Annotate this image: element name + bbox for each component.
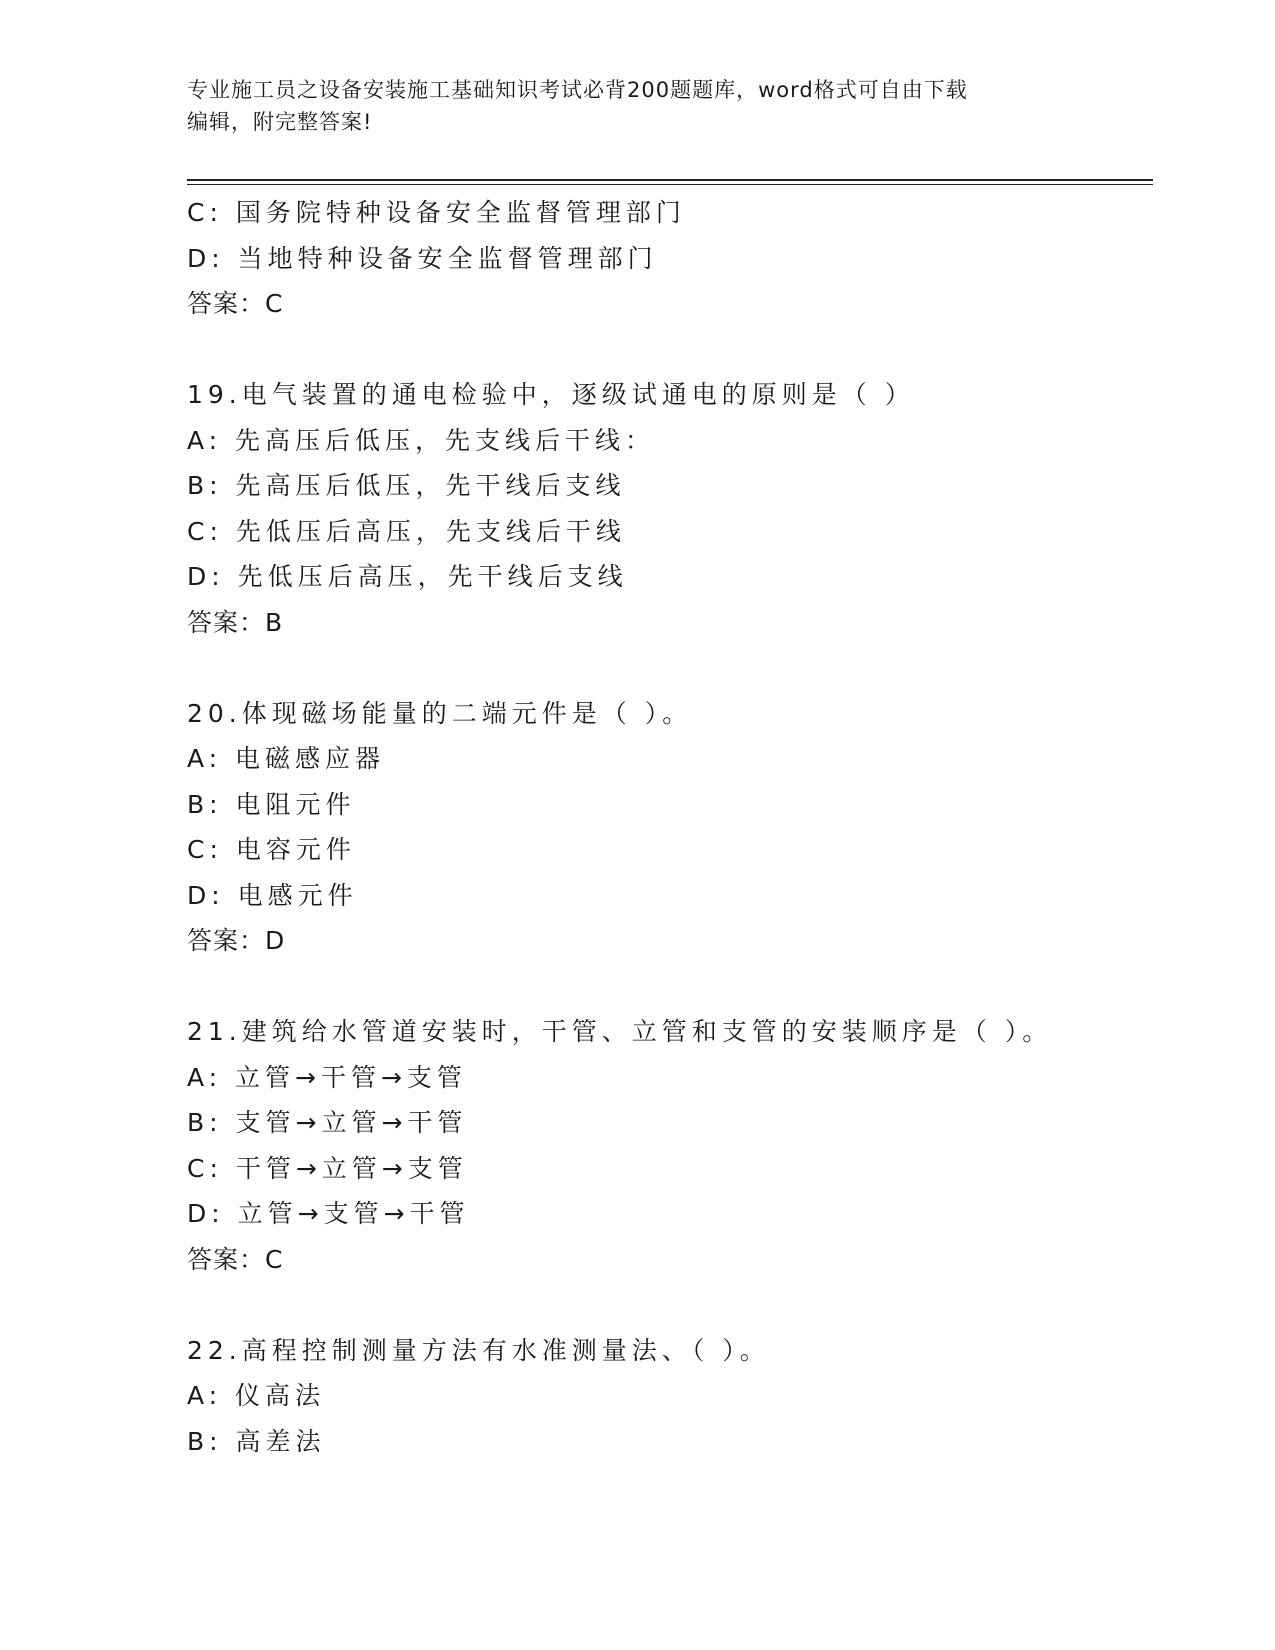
answer-line: 答案：B xyxy=(187,607,284,637)
option-b: B: 先高压后低压，先干线后支线 xyxy=(187,471,626,500)
answer-line: 答案：C xyxy=(187,289,284,318)
question-block-21 xyxy=(187,1009,1137,1282)
header-title-line-1: 专业施工员之设备安装施工基础知识考试必背200题题库，word格式可自由下载 xyxy=(187,78,968,102)
option-b: B: 电阻元件 xyxy=(187,789,356,819)
option-c: C: 电容元件 xyxy=(187,835,356,864)
spacer xyxy=(187,645,1137,691)
spacer xyxy=(187,964,1137,1010)
document-header xyxy=(187,74,1087,138)
question-stem: 19.电气装置的通电检验中，逐级试通电的原则是（ ） xyxy=(187,380,915,409)
option-b: B: 支管→立管→干管 xyxy=(187,1108,468,1137)
header-divider-thin xyxy=(187,184,1153,185)
option-d: D: 当地特种设备安全监督管理部门 xyxy=(187,243,658,273)
spacer xyxy=(187,1282,1137,1328)
option-c: C: 国务院特种设备安全监督管理部门 xyxy=(187,198,686,227)
question-block-22 xyxy=(187,1328,1137,1465)
option-c: C: 先低压后高压，先支线后干线 xyxy=(187,516,626,546)
option-a: A: 电磁感应器 xyxy=(187,744,386,773)
option-a: A: 先高压后低压，先支线后干线： xyxy=(187,425,656,455)
option-a: A: 立管→干管→支管 xyxy=(187,1062,467,1092)
question-list xyxy=(187,190,1137,1464)
option-d: D: 先低压后高压，先干线后支线 xyxy=(187,562,628,591)
question-stem: 21.建筑给水管道安装时，干管、立管和支管的安装顺序是（ ）。 xyxy=(187,1017,1053,1046)
question-stem: 20.体现磁场能量的二端元件是（ ）。 xyxy=(187,698,693,728)
option-a: A: 仪高法 xyxy=(187,1381,326,1410)
answer-line: 答案：D xyxy=(187,926,286,955)
header-title-line-2: 编辑，附完整答案! xyxy=(187,110,373,134)
question-stem: 22.高程控制测量方法有水准测量法、（ ）。 xyxy=(187,1335,770,1365)
spacer xyxy=(187,327,1137,373)
question-block-19 xyxy=(187,372,1137,645)
header-divider-thick xyxy=(187,179,1153,181)
option-d: D: 立管→支管→干管 xyxy=(187,1199,470,1228)
question-block-20 xyxy=(187,691,1137,964)
option-b: B: 高差法 xyxy=(187,1426,326,1456)
option-c: C: 干管→立管→支管 xyxy=(187,1153,468,1183)
option-d: D: 电感元件 xyxy=(187,880,358,910)
question-block-18 xyxy=(187,190,1137,327)
answer-line: 答案：C xyxy=(187,1244,284,1274)
